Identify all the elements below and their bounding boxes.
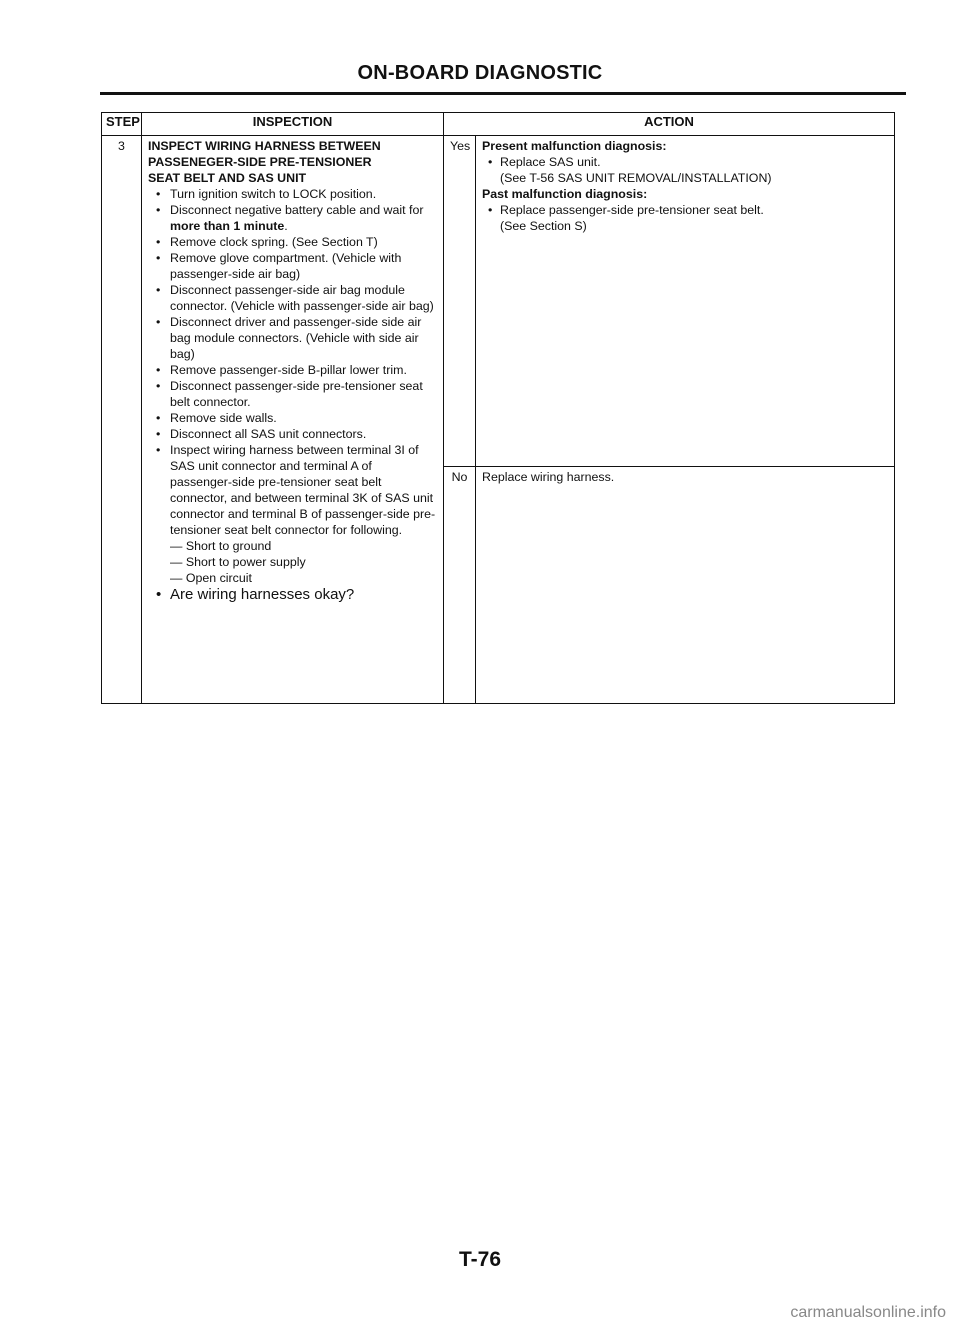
table-header-row [102,113,895,136]
inspection-step: • Disconnect passenger-side pre-tensioner seat belt connector. [152,378,437,410]
table-row-yes [102,136,895,467]
column-header-inspection: INSPECTION [142,113,444,136]
present-reference: (See T-56 SAS UNIT REMOVAL/INSTALLATION) [500,171,772,185]
inspection-step: • Turn ignition switch to LOCK position. [152,186,437,202]
inspection-title-line: INSPECT WIRING HARNESS BETWEEN [148,139,381,153]
watermark: carmanualsonline.info [790,1304,946,1321]
result-no-label: No [444,467,476,704]
diagnostic-table [101,112,895,704]
inspection-title-line: PASSENEGER-SIDE PRE-TENSIONER [148,155,372,169]
inspection-step: • Remove side walls. [152,410,437,426]
fault-type: — Open circuit [170,571,252,585]
inspection-step: • Inspect wiring harness between terminal 3I of SAS unit connector and terminal A of passenger-side pre-tensioner seat belt connector, and between terminal 3K of SAS unit connector and terminal B of passenger-side pre-tensioner seat belt connector for following. [152,442,437,538]
inspection-step: • Remove glove compartment. (Vehicle with passenger-side air bag) [152,250,437,282]
past-action: • Replace passenger-side pre-tensioner seat belt. [482,202,888,218]
title-rule [100,92,906,95]
inspection-question: • Are wiring harnesses okay? [152,586,437,604]
result-yes-label: Yes [444,136,476,467]
inspection-step [152,202,437,234]
page-number: T-76 [458,1248,502,1271]
fault-type: — Short to ground [170,539,272,553]
inspection-step: • Disconnect all SAS unit connectors. [152,426,437,442]
inspection-steps [148,186,437,538]
action-yes-cell [476,136,895,467]
past-malfunction-heading: Past malfunction diagnosis: [482,187,648,201]
step-number: 3 [102,136,142,704]
present-action: • Replace SAS unit. [482,154,888,170]
inspection-step: • Remove clock spring. (See Section T) [152,234,437,250]
wait-suffix: . [284,219,288,233]
present-actions [482,154,888,170]
past-reference: (See Section S) [500,219,587,233]
inspection-cell [142,136,444,704]
page-title: ON-BOARD DIAGNOSTIC [357,62,603,84]
column-header-step: STEP [102,113,142,136]
inspection-step-text: Disconnect negative battery cable and wait for [170,203,424,217]
wait-duration: more than 1 minute [170,219,285,233]
inspection-step: • Disconnect driver and passenger-side side air bag module connectors. (Vehicle with side air bag) [152,314,437,362]
inspection-step: • Disconnect passenger-side air bag module connector. (Vehicle with passenger-side air bag) [152,282,437,314]
column-header-action: ACTION [444,113,895,136]
inspection-title-line: SEAT BELT AND SAS UNIT [148,171,307,185]
inspection-step: • Remove passenger-side B-pillar lower trim. [152,362,437,378]
present-malfunction-heading: Present malfunction diagnosis: [482,139,667,153]
inspection-title [148,138,437,186]
fault-type: — Short to power supply [170,555,306,569]
action-no-cell: Replace wiring harness. [476,467,895,704]
past-actions [482,202,888,218]
inspection-question-list [148,586,437,604]
fault-types [148,538,437,586]
